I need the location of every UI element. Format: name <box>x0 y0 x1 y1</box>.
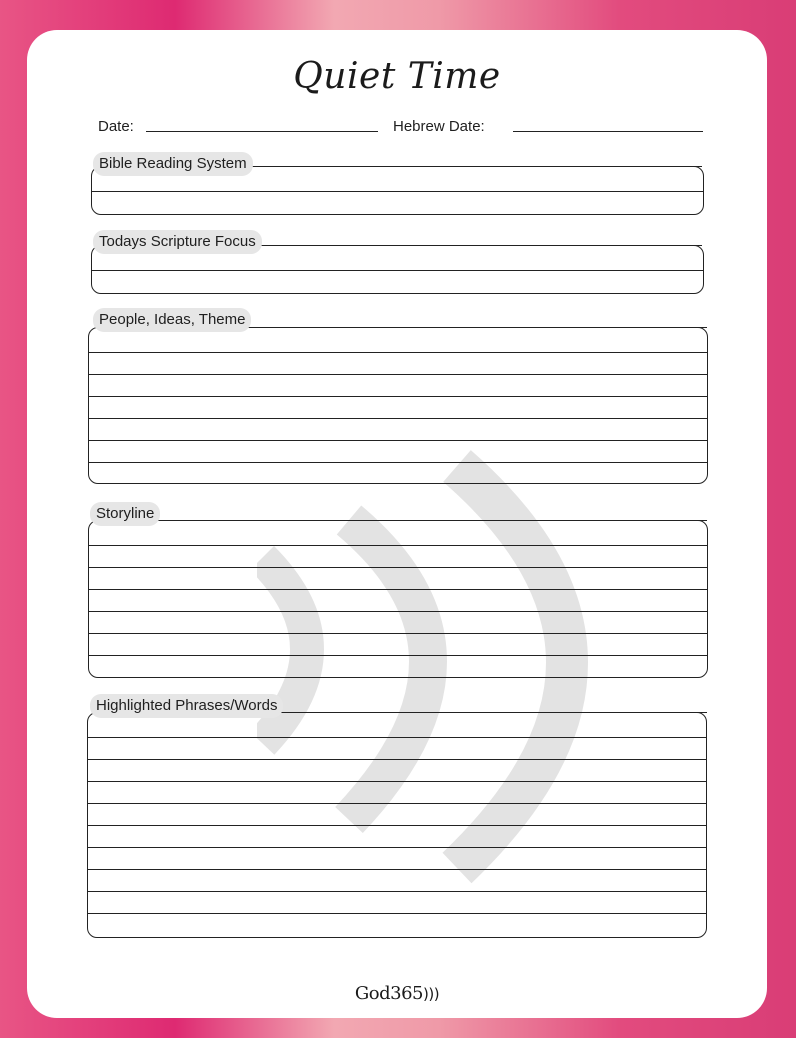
writing-line <box>89 396 707 397</box>
writing-line <box>88 847 706 848</box>
divider <box>289 327 707 328</box>
writing-line <box>89 440 707 441</box>
footer-brand-logo <box>27 983 767 1004</box>
section-tab-bible-reading-system: Bible Reading System <box>93 152 253 176</box>
date-label: Date: <box>98 118 134 135</box>
writing-line <box>92 270 703 271</box>
date-field[interactable] <box>146 131 378 132</box>
page-title: Quiet Time <box>293 56 501 97</box>
section-tab-todays-scripture-focus: Todays Scripture Focus <box>93 230 262 254</box>
storyline-box[interactable] <box>88 520 708 678</box>
divider <box>282 166 702 167</box>
divider <box>302 245 702 246</box>
writing-line <box>89 633 707 634</box>
sound-waves-icon: ))) <box>423 985 440 1003</box>
writing-line <box>88 737 706 738</box>
writing-line <box>88 869 706 870</box>
hebrew-date-label: Hebrew Date: <box>393 118 485 135</box>
writing-line <box>89 374 707 375</box>
people-ideas-theme-box[interactable] <box>88 327 708 484</box>
section-tab-highlighted-phrases-words: Highlighted Phrases/Words <box>90 694 283 718</box>
writing-line <box>88 825 706 826</box>
divider <box>333 712 707 713</box>
footer-brand-text: God365 <box>354 983 424 1004</box>
writing-line <box>88 759 706 760</box>
writing-line <box>89 611 707 612</box>
section-tab-storyline: Storyline <box>90 502 160 526</box>
highlighted-phrases-words-box[interactable] <box>87 712 707 938</box>
writing-line <box>89 567 707 568</box>
divider <box>179 520 707 521</box>
writing-line <box>88 913 706 914</box>
writing-line <box>88 891 706 892</box>
writing-line <box>89 462 707 463</box>
writing-line <box>89 655 707 656</box>
writing-line <box>89 589 707 590</box>
section-tab-people-ideas-theme: People, Ideas, Theme <box>93 308 251 332</box>
writing-line <box>89 545 707 546</box>
writing-line <box>92 191 703 192</box>
writing-line <box>89 352 707 353</box>
planner-page <box>27 30 767 1018</box>
writing-line <box>88 803 706 804</box>
writing-line <box>89 418 707 419</box>
writing-line <box>88 781 706 782</box>
hebrew-date-field[interactable] <box>513 131 703 132</box>
